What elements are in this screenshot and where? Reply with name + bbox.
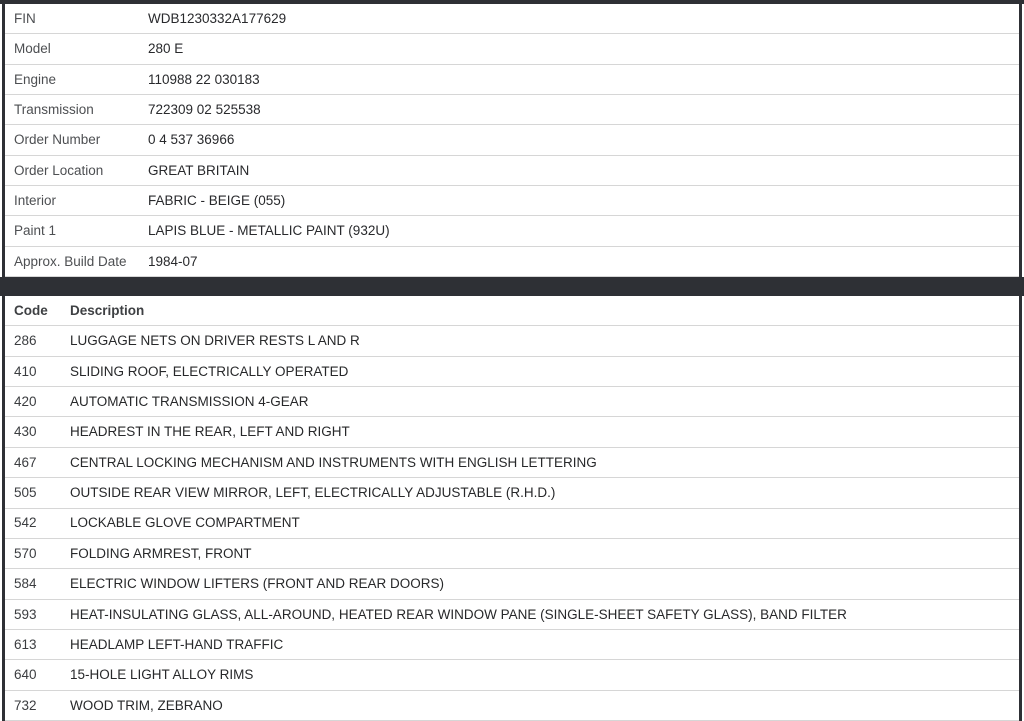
- option-description: OUTSIDE REAR VIEW MIRROR, LEFT, ELECTRICALLY ADJUSTABLE (R.H.D.): [70, 485, 556, 501]
- table-row-transmission: [5, 95, 1019, 125]
- field-label: Order Location: [14, 162, 104, 178]
- option-code: 593: [14, 606, 37, 622]
- table-row-paint: [5, 216, 1019, 246]
- table-row-code-542: [5, 509, 1019, 539]
- field-label: Order Number: [14, 132, 101, 148]
- option-code: 286: [14, 333, 37, 349]
- table-row-code-640: [5, 660, 1019, 690]
- section-divider-band: [0, 277, 1024, 296]
- field-label: Paint 1: [14, 223, 57, 239]
- table-row-code-732: [5, 691, 1019, 721]
- table-row-code-613: [5, 630, 1019, 660]
- table-row-code-593: [5, 600, 1019, 630]
- field-value: 280 E: [148, 41, 184, 57]
- option-code: 542: [14, 515, 37, 531]
- table-row-model: [5, 34, 1019, 64]
- option-description: HEAT-INSULATING GLASS, ALL-AROUND, HEATED REAR WINDOW PANE (SINGLE-SHEET SAFETY GLASS), BAND FILTER: [70, 606, 847, 622]
- option-code: 410: [14, 363, 37, 379]
- field-value: FABRIC - BEIGE (055): [148, 192, 286, 208]
- table-row-code-584: [5, 569, 1019, 599]
- option-description: CENTRAL LOCKING MECHANISM AND INSTRUMENTS WITH ENGLISH LETTERING: [70, 454, 597, 470]
- table-row-code-410: [5, 357, 1019, 387]
- field-value: 0 4 537 36966: [148, 132, 235, 148]
- field-label: Model: [14, 41, 51, 57]
- option-description: LUGGAGE NETS ON DRIVER RESTS L AND R: [70, 333, 360, 349]
- option-description: SLIDING ROOF, ELECTRICALLY OPERATED: [70, 363, 349, 379]
- option-description: ELECTRIC WINDOW LIFTERS (FRONT AND REAR DOORS): [70, 576, 445, 592]
- field-value: 722309 02 525538: [148, 101, 261, 117]
- column-header-code: Code: [14, 302, 48, 318]
- field-label: Interior: [14, 192, 57, 208]
- option-code: 613: [14, 636, 37, 652]
- table-row-engine: [5, 65, 1019, 95]
- option-code: 732: [14, 697, 37, 713]
- table-row-code-420: [5, 387, 1019, 417]
- option-code: 505: [14, 485, 37, 501]
- table-row-code-570: [5, 539, 1019, 569]
- option-description: FOLDING ARMREST, FRONT: [70, 545, 252, 561]
- option-description: WOOD TRIM, ZEBRANO: [70, 697, 223, 713]
- option-code: 430: [14, 424, 37, 440]
- option-description: AUTOMATIC TRANSMISSION 4-GEAR: [70, 394, 309, 409]
- option-description: LOCKABLE GLOVE COMPARTMENT: [70, 515, 300, 531]
- option-description: 15-HOLE LIGHT ALLOY RIMS: [70, 667, 254, 683]
- option-code: 584: [14, 576, 37, 592]
- table-row-order-location: [5, 156, 1019, 186]
- field-value: LAPIS BLUE - METALLIC PAINT (932U): [148, 223, 390, 239]
- field-value: 110988 22 030183: [148, 71, 260, 87]
- field-label: Transmission: [14, 101, 94, 117]
- table-row-code-467: [5, 448, 1019, 478]
- table-row-build-date: [5, 247, 1019, 277]
- field-value: 1984-07: [148, 253, 198, 269]
- equipment-codes-table: [2, 296, 1022, 721]
- option-code: 467: [14, 454, 37, 470]
- table-row-code-505: [5, 478, 1019, 508]
- field-label: Approx. Build Date: [14, 253, 127, 269]
- option-description: HEADLAMP LEFT-HAND TRAFFIC: [70, 636, 284, 652]
- option-code: 570: [14, 545, 37, 561]
- field-value: WDB1230332A177629: [148, 10, 287, 26]
- table-row-code-430: [5, 417, 1019, 447]
- option-code: 420: [14, 394, 37, 409]
- field-label: FIN: [14, 10, 36, 26]
- table-row-interior: [5, 186, 1019, 216]
- field-label: Engine: [14, 71, 57, 87]
- table-row-fin: [5, 4, 1019, 34]
- table-row-code-286: [5, 326, 1019, 356]
- field-value: GREAT BRITAIN: [148, 162, 250, 178]
- column-header-description: Description: [70, 302, 145, 318]
- vehicle-info-table: [2, 4, 1022, 277]
- option-code: 640: [14, 667, 37, 683]
- table-row-order-number: [5, 125, 1019, 155]
- table-header-row: [5, 296, 1019, 326]
- option-description: HEADREST IN THE REAR, LEFT AND RIGHT: [70, 424, 350, 440]
